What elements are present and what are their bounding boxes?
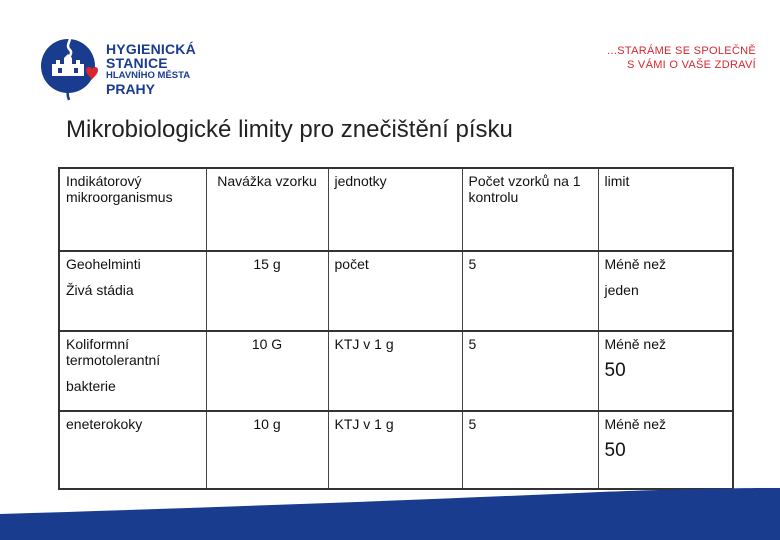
sample-cell: 15 g — [206, 251, 328, 331]
logo-line-1: HYGIENICKÁ — [106, 41, 196, 57]
table-header-row — [59, 168, 733, 251]
count-cell: 5 — [462, 251, 598, 331]
limit-cell — [598, 251, 733, 331]
header-organism: Indikátorový mikroorganismus — [59, 168, 206, 251]
slogan-line-1: ...STARÁME SE SPOLEČNĚ — [607, 45, 756, 57]
organism-sub: Živá stádia — [66, 282, 134, 298]
organism-name: Koliformní termotolerantní — [66, 336, 161, 368]
count-cell: 5 — [462, 331, 598, 411]
header-unit: jednotky — [328, 168, 462, 251]
unit-cell: počet — [328, 251, 462, 331]
hygienic-station-logo — [40, 30, 200, 102]
limit-cell — [598, 331, 733, 411]
organism-name: Geohelminti — [66, 256, 141, 272]
limit-value: jeden — [604, 282, 639, 298]
limit-text: Méně než — [604, 416, 666, 432]
limit-value: 50 — [604, 440, 626, 461]
logo-text — [106, 42, 196, 96]
organism-sub: bakterie — [66, 378, 116, 394]
header-sample: Navážka vzorku — [206, 168, 328, 251]
sample-cell: 10 g — [206, 411, 328, 489]
organism-cell — [59, 411, 206, 489]
count-cell: 5 — [462, 411, 598, 489]
table-row — [59, 251, 733, 331]
limit-text: Méně než — [604, 256, 666, 272]
unit-cell: KTJ v 1 g — [328, 411, 462, 489]
logo-line-2: STANICE — [106, 55, 168, 71]
logo-line-4: PRAHY — [106, 80, 156, 97]
slogan-line-2: S VÁMI O VAŠE ZDRAVÍ — [626, 59, 756, 72]
limit-text: Méně než — [604, 336, 666, 352]
table-row — [59, 331, 733, 411]
footer-wave — [0, 480, 780, 540]
header-limit: limit — [598, 168, 733, 251]
organism-name: eneterokoky — [66, 416, 143, 432]
limits-table — [58, 167, 734, 490]
organism-cell — [59, 251, 206, 331]
prague-emblem-icon — [40, 30, 102, 102]
logo-line-3: HLAVNÍHO MĚSTA — [106, 70, 191, 81]
header-count: Počet vzorků na 1 kontrolu — [462, 168, 598, 251]
slogan — [607, 44, 756, 73]
unit-cell: KTJ v 1 g — [328, 331, 462, 411]
limit-cell — [598, 411, 733, 489]
limit-value: 50 — [604, 360, 626, 381]
organism-cell — [59, 331, 206, 411]
table-row — [59, 411, 733, 489]
sample-cell: 10 G — [206, 331, 328, 411]
page-title: Mikrobiologické limity pro znečištění písku — [66, 116, 513, 143]
